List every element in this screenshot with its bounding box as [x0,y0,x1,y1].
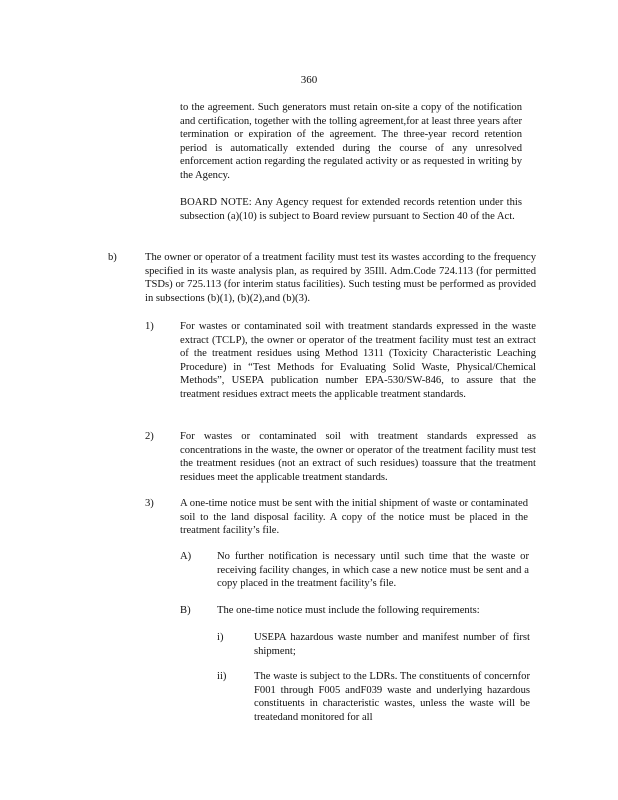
item-2-label: 2) [145,431,154,442]
item-3b-text: The one-time notice must include the following requirements: [217,605,480,616]
section-b-label: b) [108,252,117,263]
continuation-paragraph: to the agreement. Such generators must retain on-site a copy of the notification and certification, together with the tolling agreement,for at least three years after termination or expiration of the agreement. The three-year record retention period is automatically extended during the course of any unresolved enforcement action regarding the regulated activity or as requested in writing by the Agency. [180,102,522,181]
item-3b-i-label: i) [217,632,224,643]
page-number: 360 [300,74,318,86]
item-3a-label: A) [180,551,192,562]
item-3b-ii-label: ii) [217,671,227,682]
board-note: BOARD NOTE: Any Agency request for extended records retention under this subsection (a)(10) is subject to Board review pursuant to Section 40 of the Act. [180,197,522,222]
item-3-label: 3) [145,498,154,509]
section-b-text: The owner or operator of a treatment facility must test its wastes according to the frequency specified in its waste analysis plan, as required by 35Ill. Adm.Code 724.113 (for permitted TSDs) or 725.113 (for interim status facilities). Such testing must be performed as provided in subsections (b)(1), (b)(2),and (b)(3). [145,252,536,304]
item-3b-ii-text: The waste is subject to the LDRs. The constituents of concernfor F001 through F005 andF039 waste and underlying hazardous constituents in characteristic wastes, unless the waste will be treatedand monitored for all [254,671,530,723]
item-1-label: 1) [145,321,154,332]
item-2-text: For wastes or contaminated soil with treatment standards expressed as concentrations in the waste, the owner or operator of the treatment facility must test the treatment residues (not an extract of such residues) toassure that the treatment residues meet the applicable treatment standards. [180,431,536,483]
item-3-text: A one-time notice must be sent with the initial shipment of waste or contaminated soil to the land disposal facility. A copy of the notice must be placed in the treatment facility’s file. [180,498,528,537]
item-3b-label: B) [180,605,191,616]
item-3b-i-text: USEPA hazardous waste number and manifest number of first shipment; [254,632,530,657]
item-1-text: For wastes or contaminated soil with treatment standards expressed in the waste extract (TCLP), the owner or operator of the treatment facility must test an extract of the treatment residues using Method 1311 (Toxicity Characteristic Leaching Procedure) in “Test Methods for Evaluating Solid Waste, Physical/Chemical Methods”, USEPA publication number EPA-530/SW-846, to assure that the treatment residues extract meets the applicable treatment standards. [180,321,536,400]
item-3a-text: No further notification is necessary until such time that the waste or receiving facility changes, in which case a new notice must be sent and a copy placed in the treatment facility’s file. [217,551,529,590]
